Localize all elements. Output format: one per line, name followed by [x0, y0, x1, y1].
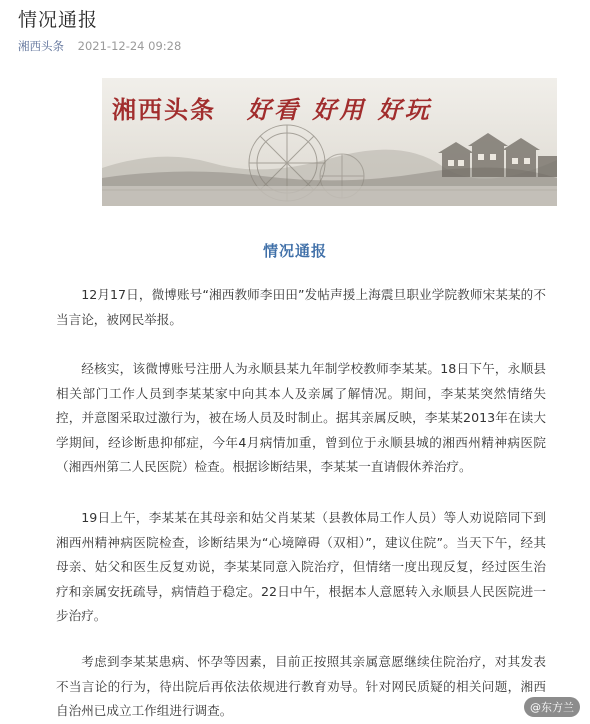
account-name-link[interactable]: 湘西头条 — [18, 39, 64, 53]
article-paragraph: 19日上午，李某某在其母亲和姑父肖某某（县教体局工作人员）等人劝说陪同下到湘西州精神病医院检查，诊断结果为“心境障碍（双相）”，建议住院”。当天下午，经其母亲、姑父和医生反复劝说，李某某同意入院治疗，但情绪一度出现反复，经过医生治疗和亲属安抚疏导，病情趋于稳定。22日中午，根据本人意愿转入永顺县人民医院进一步治疗。 — [56, 510, 546, 623]
article-meta — [18, 38, 181, 54]
publish-timestamp: 2021-12-24 09:28 — [77, 39, 182, 53]
document-heading: 情况通报 — [262, 242, 327, 260]
source-watermark: @东方兰 — [524, 697, 580, 717]
banner-slogan: 好看 好用 好玩 — [247, 95, 432, 124]
page-title: 情况通报 — [18, 9, 99, 31]
article-paragraph: 考虑到李某某患病、怀孕等因素，目前正按照其亲属意愿继续住院治疗，对其发表不当言论的行为，待出院后再依法依规进行教育劝导。针对网民质疑的相关问题，湘西自治州已成立工作组进行调查。 — [56, 654, 546, 718]
article-paragraph: 12月17日，微博账号“湘西教师李田田”发帖声援上海震旦职业学院教师宋某某的不当言论，被网民举报。 — [56, 287, 546, 327]
banner-image — [102, 78, 557, 206]
banner-brand-title: 湘西头条 — [112, 95, 216, 124]
article-paragraph: 经核实，该微博账号注册人为永顺县某九年制学校教师李某某。18日下午，永顺县相关部门工作人员到李某某家中向其本人及亲属了解情况。期间，李某某突然情绪失控，并意图采取过激行为，被在场人员及时制止。据其亲属反映，李某某2013年在读大学期间，经诊断患抑郁症，今年4月病情加重，曾到位于永顺县城的湘西州精神病医院（湘西州第二人民医院）检查。根据诊断结果，李某某一直请假休养治疗。 — [56, 361, 546, 474]
